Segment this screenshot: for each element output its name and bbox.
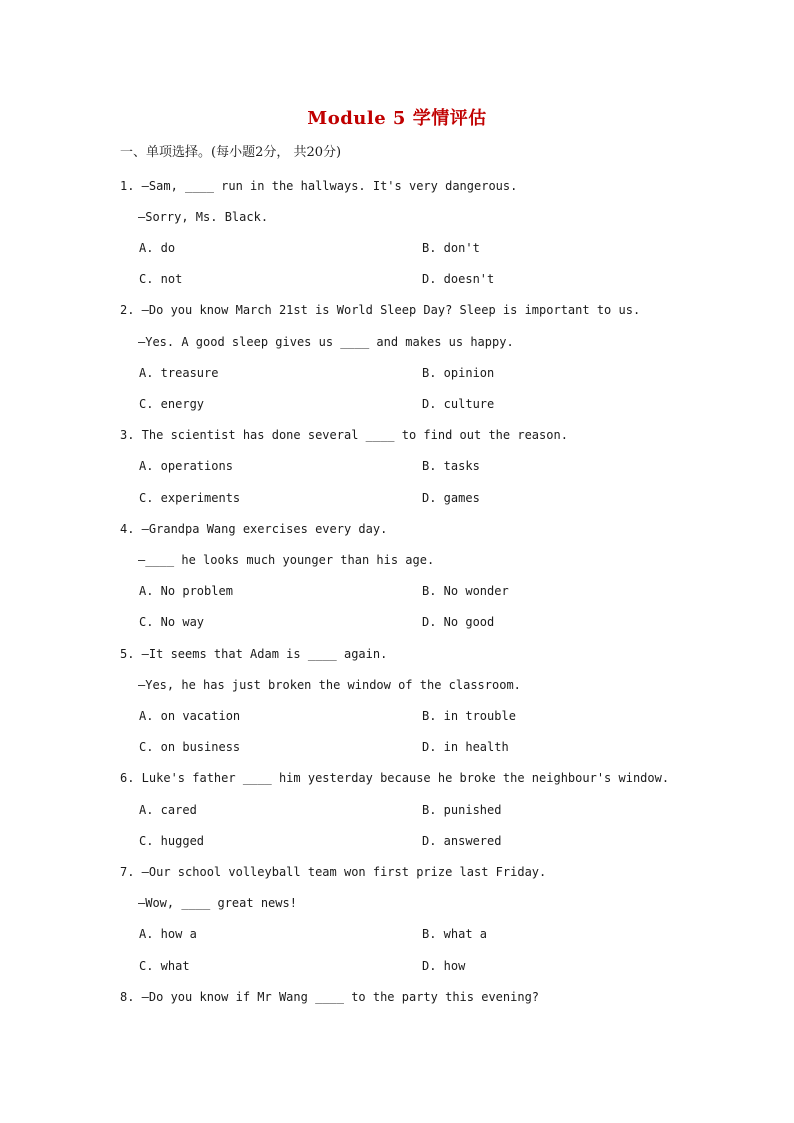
question-2-stem: 2. —Do you know March 21st is World Sleep Day? Sleep is important to us. — [120, 303, 641, 317]
question-3-option-b: B. tasks — [422, 459, 480, 473]
question-5-reply: —Yes, he has just broken the window of the classroom. — [138, 678, 521, 692]
question-2-option-c: C. energy — [139, 397, 205, 411]
question-1-option-b: B. don't — [422, 241, 480, 255]
section-heading: 一、单项选择。(每小题2分， 共20分) — [120, 145, 342, 160]
question-7-reply: —Wow, ____ great news! — [138, 896, 297, 910]
question-5-stem: 5. —It seems that Adam is ____ again. — [120, 647, 388, 661]
question-7-option-a: A. how a — [139, 927, 197, 941]
question-1-option-d: D. doesn't — [422, 272, 495, 286]
question-3-stem: 3. The scientist has done several ____ to find out the reason. — [120, 428, 568, 442]
question-1-option-c: C. not — [139, 272, 183, 286]
question-2-option-a: A. treasure — [139, 366, 219, 380]
question-6-option-d: D. answered — [422, 834, 502, 848]
question-6-option-c: C. hugged — [139, 834, 205, 848]
question-4-reply: —____ he looks much younger than his age. — [138, 553, 435, 567]
question-7-stem: 7. —Our school volleyball team won first prize last Friday. — [120, 865, 547, 879]
page-title: Module 5 学情评估 — [307, 108, 487, 129]
question-6-stem: 6. Luke's father ____ him yesterday because he broke the neighbour's window. — [120, 771, 670, 785]
question-4-option-a: A. No problem — [139, 584, 233, 598]
question-3-option-c: C. experiments — [139, 491, 241, 505]
question-2-option-b: B. opinion — [422, 366, 495, 380]
question-3-option-a: A. operations — [139, 459, 233, 473]
question-3-option-d: D. games — [422, 491, 480, 505]
question-4-stem: 4. —Grandpa Wang exercises every day. — [120, 522, 388, 536]
question-7-option-c: C. what — [139, 959, 190, 973]
question-5-option-d: D. in health — [422, 740, 509, 754]
question-4-option-d: D. No good — [422, 615, 495, 629]
question-5-option-a: A. on vacation — [139, 709, 241, 723]
question-7-option-d: D. how — [422, 959, 466, 973]
question-4-option-c: C. No way — [139, 615, 205, 629]
question-4-option-b: B. No wonder — [422, 584, 509, 598]
question-2-reply: —Yes. A good sleep gives us ____ and makes us happy. — [138, 335, 514, 349]
question-5-option-c: C. on business — [139, 740, 241, 754]
question-6-option-a: A. cared — [139, 803, 197, 817]
question-2-option-d: D. culture — [422, 397, 495, 411]
question-8-stem: 8. —Do you know if Mr Wang ____ to the party this evening? — [120, 990, 540, 1004]
question-1-stem: 1. —Sam, ____ run in the hallways. It's very dangerous. — [120, 179, 518, 193]
question-7-option-b: B. what a — [422, 927, 488, 941]
question-1-reply: —Sorry, Ms. Black. — [138, 210, 269, 224]
question-5-option-b: B. in trouble — [422, 709, 516, 723]
question-6-option-b: B. punished — [422, 803, 502, 817]
question-1-option-a: A. do — [139, 241, 176, 255]
